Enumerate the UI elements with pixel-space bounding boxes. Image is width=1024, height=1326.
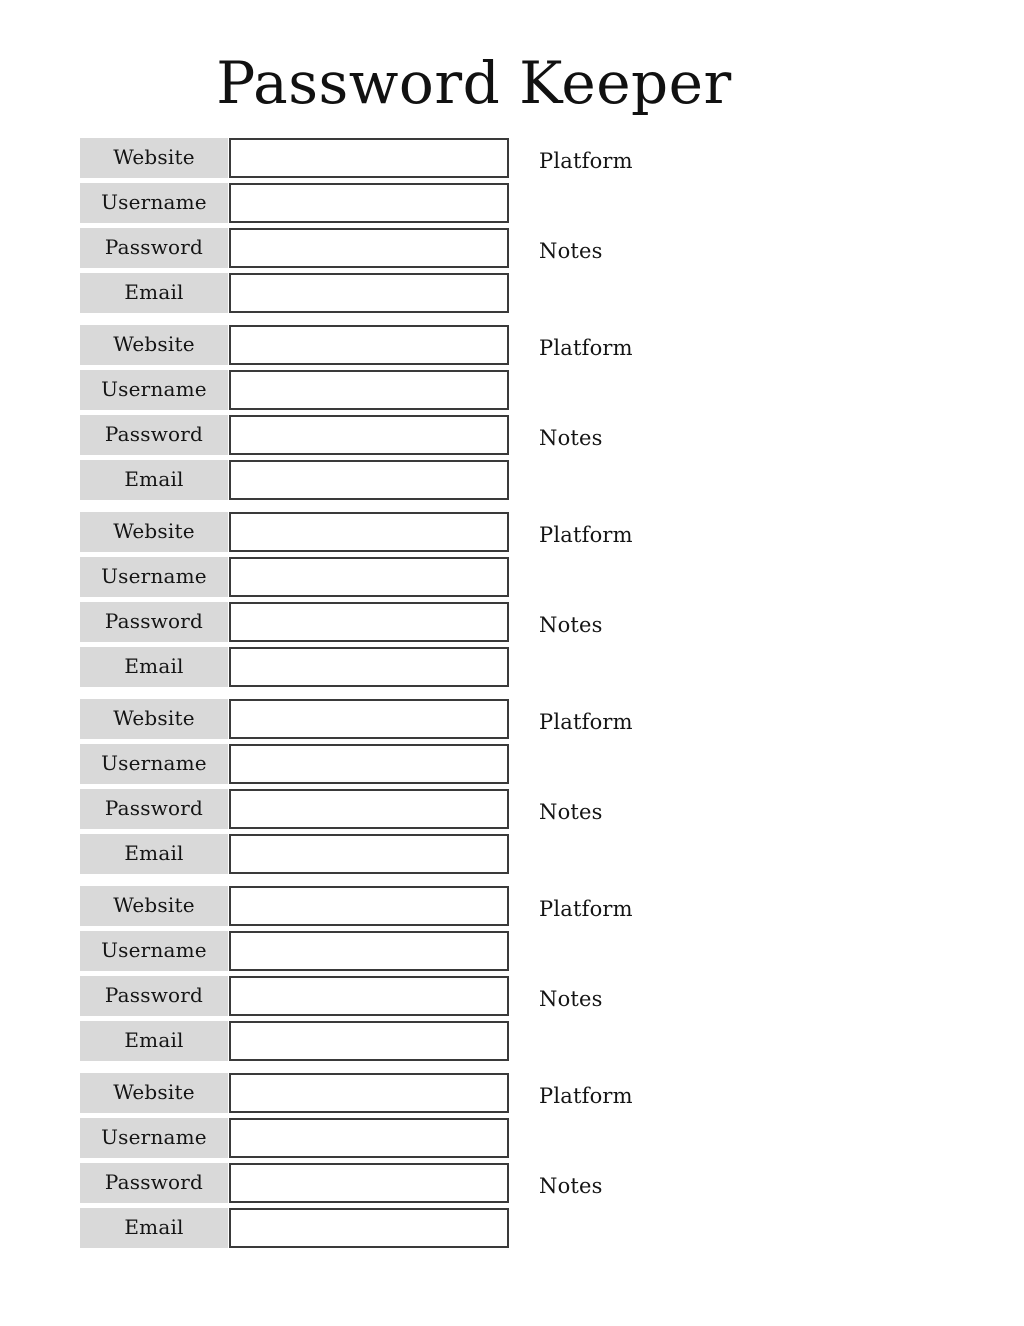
field-row-username (80, 183, 780, 223)
label-notes: Notes (539, 987, 603, 1011)
field-row-website (80, 512, 780, 552)
label-notes: Notes (539, 800, 603, 824)
label-platform: Platform (539, 523, 633, 547)
label-email: Email (80, 460, 228, 500)
field-row-email (80, 273, 780, 313)
field-row-username (80, 557, 780, 597)
label-username: Username (80, 183, 228, 223)
password-entry-group (80, 138, 780, 313)
input-email[interactable] (229, 834, 509, 874)
label-email: Email (80, 834, 228, 874)
field-row-password (80, 602, 780, 642)
field-row-password (80, 789, 780, 829)
label-password: Password (80, 415, 228, 455)
field-row-website (80, 886, 780, 926)
label-email: Email (80, 647, 228, 687)
label-username: Username (80, 557, 228, 597)
field-row-email (80, 460, 780, 500)
field-row-username (80, 370, 780, 410)
input-username[interactable] (229, 370, 509, 410)
label-website: Website (80, 138, 228, 178)
input-website[interactable] (229, 886, 509, 926)
label-platform: Platform (539, 336, 633, 360)
input-password[interactable] (229, 789, 509, 829)
field-row-email (80, 1208, 780, 1248)
label-website: Website (80, 512, 228, 552)
field-row-username (80, 744, 780, 784)
label-email: Email (80, 1021, 228, 1061)
label-platform: Platform (539, 1084, 633, 1108)
field-row-password (80, 1163, 780, 1203)
input-password[interactable] (229, 1163, 509, 1203)
password-entry-group (80, 1073, 780, 1248)
label-username: Username (80, 370, 228, 410)
label-website: Website (80, 325, 228, 365)
input-website[interactable] (229, 138, 509, 178)
input-username[interactable] (229, 1118, 509, 1158)
label-notes: Notes (539, 239, 603, 263)
input-password[interactable] (229, 976, 509, 1016)
label-username: Username (80, 931, 228, 971)
label-password: Password (80, 228, 228, 268)
field-row-username (80, 931, 780, 971)
input-email[interactable] (229, 1208, 509, 1248)
label-platform: Platform (539, 149, 633, 173)
page-title: Password Keeper (216, 49, 732, 117)
password-entry-group (80, 886, 780, 1061)
label-password: Password (80, 976, 228, 1016)
label-password: Password (80, 789, 228, 829)
field-row-website (80, 138, 780, 178)
field-row-password (80, 228, 780, 268)
field-row-website (80, 325, 780, 365)
input-website[interactable] (229, 699, 509, 739)
label-website: Website (80, 886, 228, 926)
label-password: Password (80, 602, 228, 642)
input-password[interactable] (229, 415, 509, 455)
field-row-email (80, 1021, 780, 1061)
input-email[interactable] (229, 647, 509, 687)
label-website: Website (80, 1073, 228, 1113)
field-row-password (80, 976, 780, 1016)
label-notes: Notes (539, 613, 603, 637)
input-email[interactable] (229, 273, 509, 313)
label-platform: Platform (539, 897, 633, 921)
input-username[interactable] (229, 557, 509, 597)
field-row-website (80, 699, 780, 739)
label-password: Password (80, 1163, 228, 1203)
input-website[interactable] (229, 1073, 509, 1113)
input-email[interactable] (229, 460, 509, 500)
label-notes: Notes (539, 1174, 603, 1198)
label-email: Email (80, 1208, 228, 1248)
field-row-username (80, 1118, 780, 1158)
input-password[interactable] (229, 602, 509, 642)
label-platform: Platform (539, 710, 633, 734)
label-username: Username (80, 1118, 228, 1158)
input-username[interactable] (229, 744, 509, 784)
input-website[interactable] (229, 512, 509, 552)
input-website[interactable] (229, 325, 509, 365)
label-email: Email (80, 273, 228, 313)
field-row-website (80, 1073, 780, 1113)
password-entry-group (80, 512, 780, 687)
field-row-email (80, 647, 780, 687)
password-entry-group (80, 699, 780, 874)
password-entry-group (80, 325, 780, 500)
input-username[interactable] (229, 183, 509, 223)
input-email[interactable] (229, 1021, 509, 1061)
field-row-email (80, 834, 780, 874)
password-entries-list (80, 138, 780, 1253)
label-website: Website (80, 699, 228, 739)
input-password[interactable] (229, 228, 509, 268)
input-username[interactable] (229, 931, 509, 971)
field-row-password (80, 415, 780, 455)
label-notes: Notes (539, 426, 603, 450)
label-username: Username (80, 744, 228, 784)
